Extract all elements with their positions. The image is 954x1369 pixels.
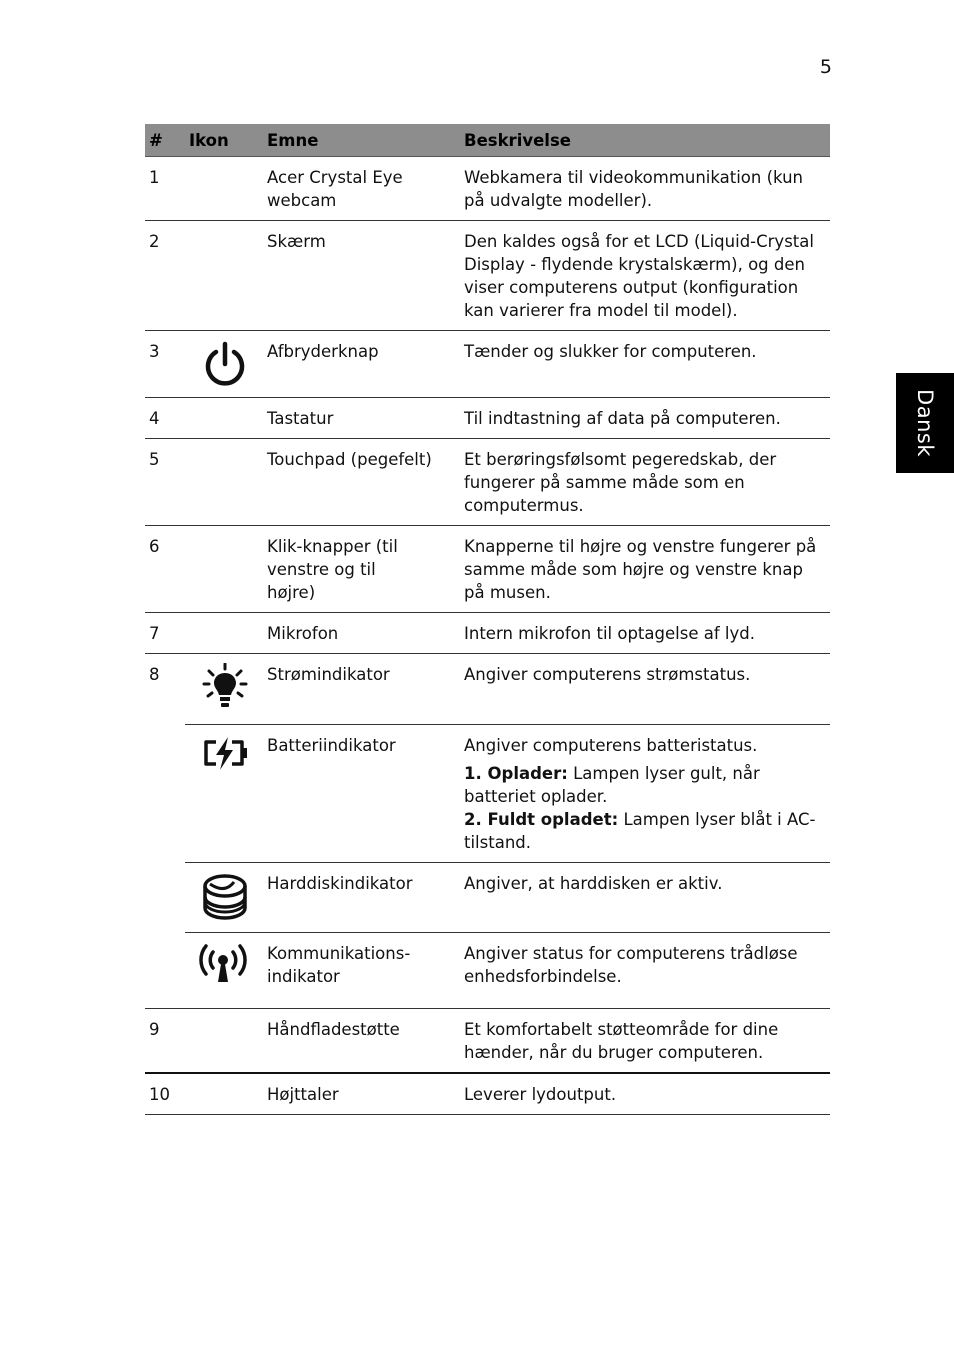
row-item: Tastatur [263, 398, 460, 439]
table-row [145, 863, 830, 933]
row-icon [185, 725, 263, 863]
row-num: 8 [149, 665, 160, 684]
row-item-text: Klik-knapper (til venstre og til højre) [267, 537, 398, 602]
row-desc [460, 725, 830, 863]
row-num: 1 [145, 157, 185, 221]
row-item: Højttaler [263, 1073, 460, 1115]
row-desc: Knapperne til højre og venstre fungerer på samme måde som højre og venstre knap på musen. [460, 526, 830, 613]
table-row [145, 725, 830, 863]
language-side-tab-label: Dansk [913, 389, 938, 457]
row-desc: Angiver status for computerens trådløse enhedsforbindelse. [460, 933, 830, 1009]
table-row [145, 157, 830, 221]
note-text: Lampen lyser gult, når batteriet oplader. [464, 764, 760, 806]
table-header-row [145, 124, 830, 157]
row-desc: Intern mikrofon til optagelse af lyd. [460, 613, 830, 654]
wireless-icon [195, 942, 251, 986]
row-icon [185, 863, 263, 933]
row-item-text: Kommunikations-indikator [267, 944, 411, 986]
row-item: Afbryderknap [263, 331, 460, 398]
row-icon [185, 1073, 263, 1115]
header-desc: Beskrivelse [460, 124, 830, 157]
note-text: Lampen lyser blåt i AC-tilstand. [464, 810, 816, 852]
row-icon [185, 157, 263, 221]
row-num: 4 [145, 398, 185, 439]
table-row [145, 331, 830, 398]
page-number: 5 [819, 56, 832, 78]
row-icon [185, 331, 263, 398]
note-term: 1. Oplader: [464, 764, 568, 783]
note-term: 2. Fuldt opladet: [464, 810, 619, 829]
row-item-text: Acer Crystal Eye webcam [267, 168, 403, 210]
row-item: Touchpad (pegefelt) [263, 439, 460, 526]
table-row [145, 1009, 830, 1074]
table-row [145, 654, 830, 725]
row-icon [185, 613, 263, 654]
row-desc: Et berøringsfølsomt pegeredskab, der fungerer på samme måde som en computermus. [460, 439, 830, 526]
row-item: Strømindikator [263, 654, 460, 725]
header-num: # [145, 124, 185, 157]
table-row [145, 526, 830, 613]
row-icon [185, 221, 263, 331]
row-desc: Til indtastning af data på computeren. [460, 398, 830, 439]
table-row [145, 398, 830, 439]
language-side-tab [896, 373, 954, 473]
row-desc: Leverer lydoutput. [460, 1073, 830, 1115]
row-item [263, 933, 460, 1009]
battery-note-charged [464, 808, 826, 854]
component-table [145, 124, 830, 1115]
row-desc: Den kaldes også for et LCD (Liquid-Crystal Display - flydende krystalskærm), og den viser computerens output (konfiguration kan varierer fra model til model). [460, 221, 830, 331]
row-desc: Angiver computerens strømstatus. [460, 654, 830, 725]
row-item [263, 157, 460, 221]
table-row [145, 439, 830, 526]
row-item [263, 526, 460, 613]
row-icon [185, 398, 263, 439]
row-icon [185, 1009, 263, 1074]
row-icon [185, 933, 263, 1009]
row-num: 5 [145, 439, 185, 526]
row-desc: Angiver, at harddisken er aktiv. [460, 863, 830, 933]
row-item: Skærm [263, 221, 460, 331]
header-item: Emne [263, 124, 460, 157]
power-icon [201, 340, 249, 388]
row-num: 3 [145, 331, 185, 398]
battery-desc: Angiver computerens batteristatus. [464, 736, 758, 755]
row-icon [185, 439, 263, 526]
row-desc: Et komfortabelt støtteområde for dine hænder, når du bruger computeren. [460, 1009, 830, 1074]
battery-icon [201, 734, 249, 774]
hdd-icon [201, 872, 249, 924]
row-item: Harddiskindikator [263, 863, 460, 933]
header-icon: Ikon [185, 124, 263, 157]
row-num: 9 [145, 1009, 185, 1074]
table-row [145, 1073, 830, 1115]
row-item: Mikrofon [263, 613, 460, 654]
row-desc: Tænder og slukker for computeren. [460, 331, 830, 398]
row-icon [185, 654, 263, 725]
row-num: 7 [145, 613, 185, 654]
row-icon [185, 526, 263, 613]
power-indicator-icon [201, 663, 249, 713]
row-num: 6 [145, 526, 185, 613]
table-row [145, 221, 830, 331]
row-item: Batteriindikator [263, 725, 460, 863]
battery-note-charging [464, 762, 826, 808]
table-row [145, 613, 830, 654]
row-num: 2 [145, 221, 185, 331]
table-row [145, 933, 830, 1009]
row-item: Håndfladestøtte [263, 1009, 460, 1074]
row-desc: Webkamera til videokommunikation (kun på udvalgte modeller). [460, 157, 830, 221]
row-num: 10 [145, 1073, 185, 1115]
